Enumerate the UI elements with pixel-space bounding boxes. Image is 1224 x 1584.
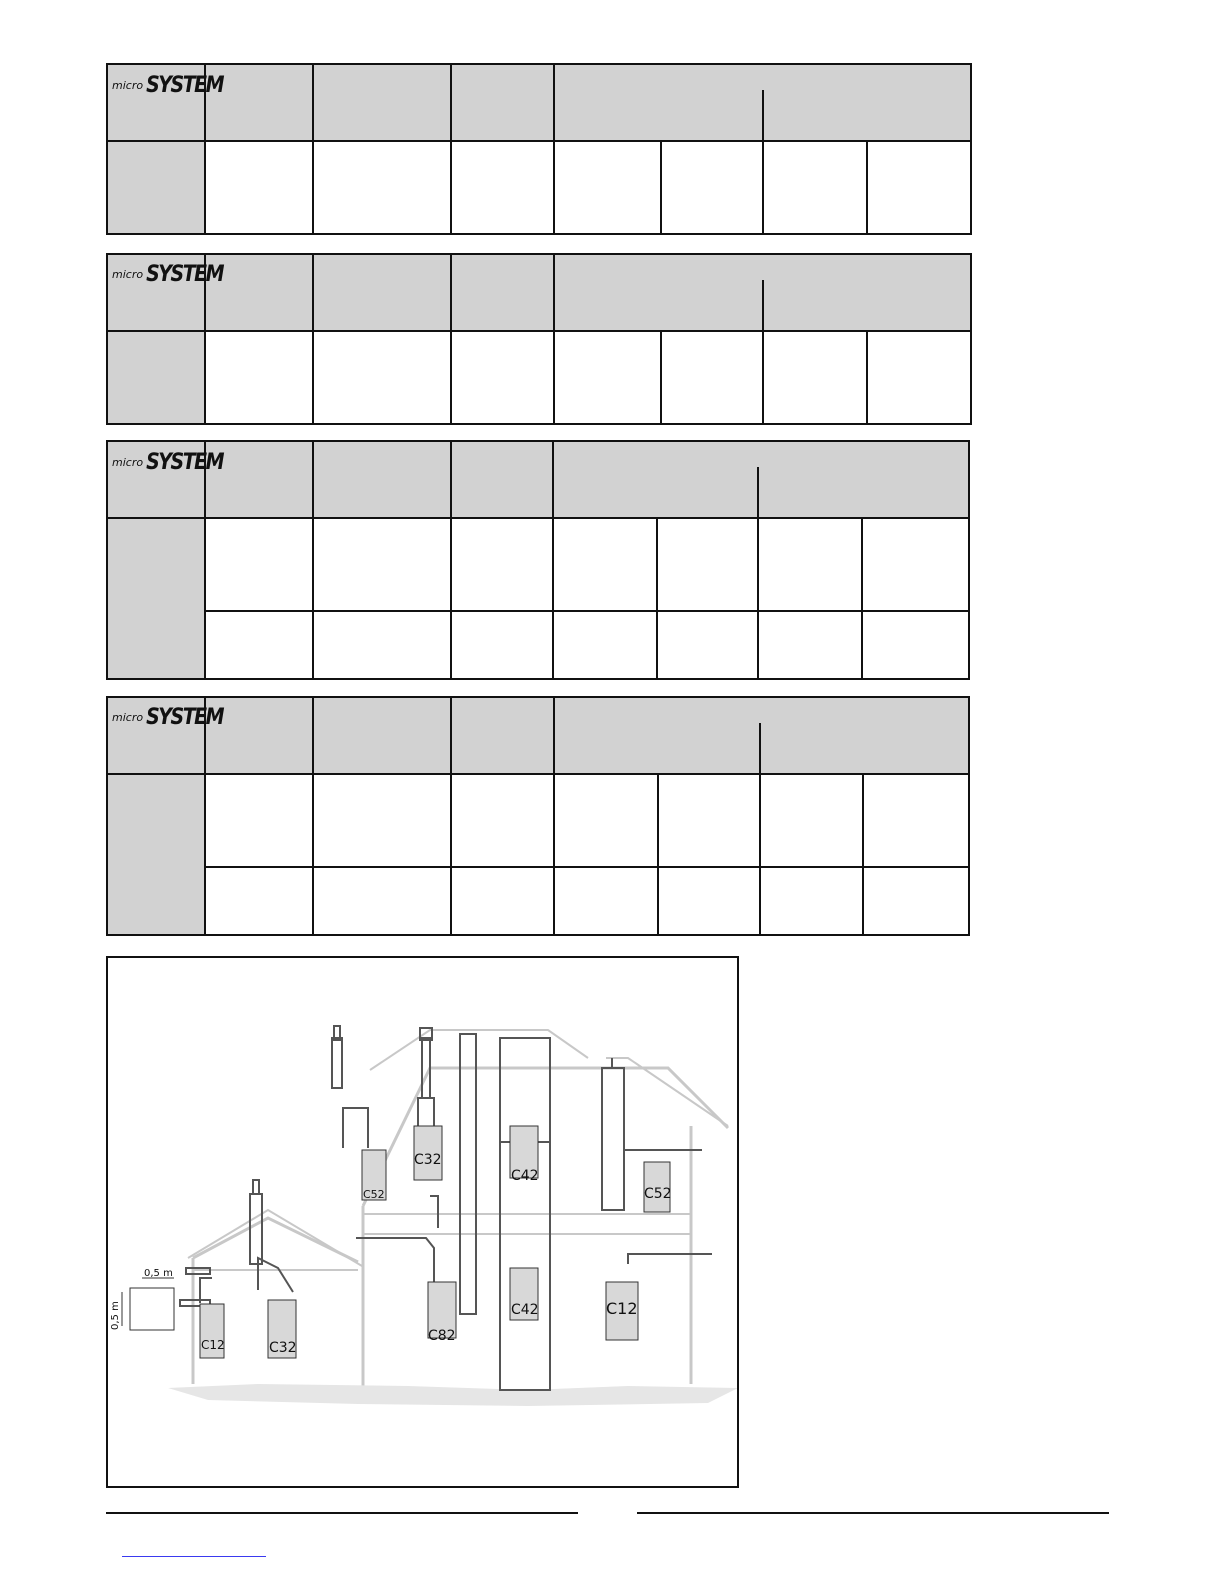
logo-prefix: micro: [112, 455, 144, 469]
logo-prefix: micro: [112, 710, 144, 724]
dimension-vertical-label: 0,5 m: [110, 1301, 121, 1330]
dimension-horizontal-label: 0,5 m: [144, 1268, 173, 1279]
micro-system-logo: [112, 451, 223, 473]
logo-prefix: micro: [112, 78, 144, 92]
logo-brand: SYSTEM: [146, 72, 224, 98]
boiler-label: C12: [201, 1338, 225, 1352]
logo-brand: SYSTEM: [146, 704, 224, 730]
boiler-label: C82: [428, 1328, 456, 1344]
boiler-label: C12: [606, 1299, 638, 1318]
micro-system-logo: [112, 263, 223, 285]
flue-installation-diagram: [106, 956, 739, 1488]
boiler-label: C32: [269, 1340, 297, 1356]
footer-link-underline[interactable]: [122, 1556, 266, 1557]
boiler-label: C42: [511, 1168, 539, 1184]
house-illustration: [108, 958, 737, 1486]
logo-prefix: micro: [112, 267, 144, 281]
micro-system-logo: [112, 706, 223, 728]
boiler-label: C42: [511, 1302, 539, 1318]
boiler-label: C52: [363, 1188, 385, 1201]
footer-rule-right: [637, 1512, 1109, 1514]
logo-brand: SYSTEM: [146, 261, 224, 287]
boiler-label: C52: [644, 1186, 672, 1202]
boiler-label: C32: [414, 1152, 442, 1168]
footer-rule-left: [106, 1512, 578, 1514]
logo-brand: SYSTEM: [146, 449, 224, 475]
micro-system-logo: [112, 74, 223, 96]
